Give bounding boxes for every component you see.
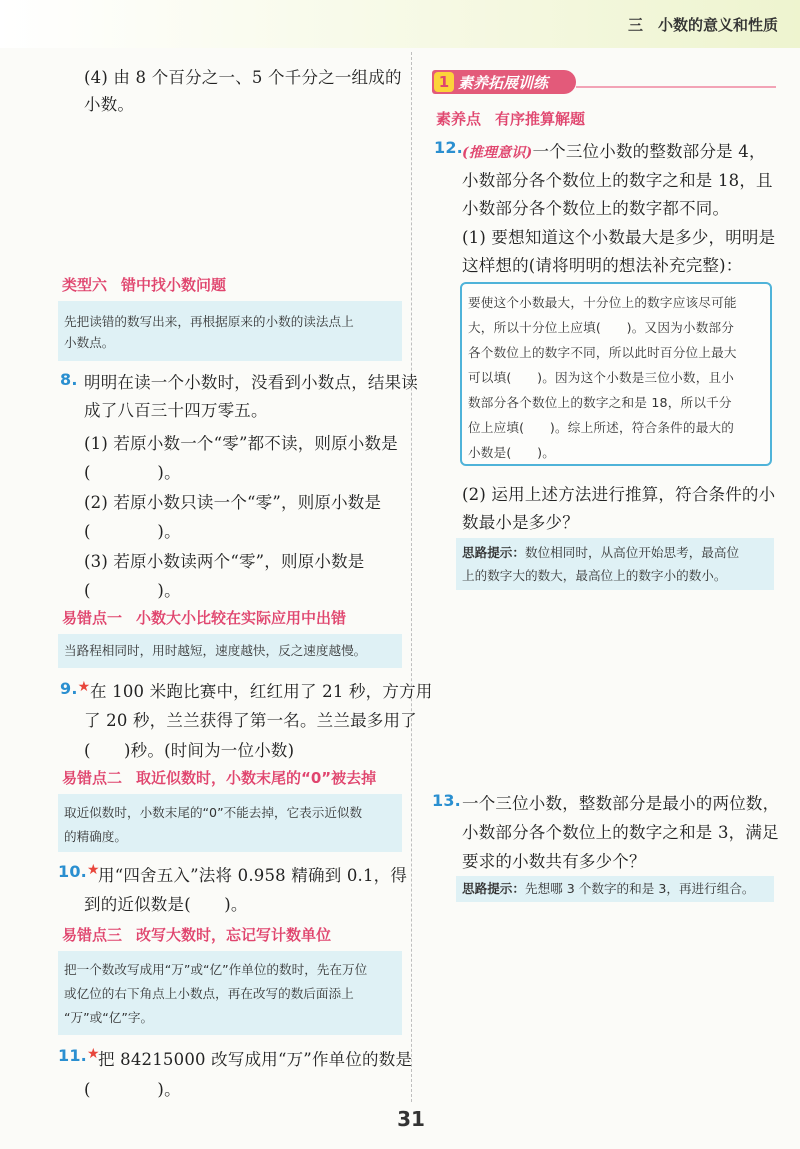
q11-number: 11.★ (58, 1046, 100, 1065)
q13-line-1: 一个三位小数，整数部分是最小的两位数， (462, 794, 780, 813)
reasoning-line-1: 要使这个小数最大，十分位上的数字应该尽可能 (468, 295, 737, 310)
q8-sub2-line-1: (2) 若原小数只读一个“零”，则原小数是 (84, 493, 382, 512)
q7-4-line-1: (4) 由 8 个百分之一、5 个千分之一组成的 (84, 68, 402, 87)
q8-sub1-line-1: (1) 若原小数一个“零”都不读，则原小数是 (84, 434, 398, 453)
q12-line-1-text: 一个三位小数的整数部分是 4， (532, 142, 766, 161)
type6-hint-box (58, 301, 402, 361)
q12-sub2-line-2: 数最小是多少？ (462, 513, 579, 532)
section-type6-title: 错中找小数问题 (121, 276, 227, 294)
q12-line-1 (462, 138, 766, 162)
section-type6-label: 类型六 (62, 276, 108, 294)
q9-line-3[interactable]: ( )秒。(时间为一位小数) (84, 741, 295, 760)
err2-hint-line-1: 取近似数时，小数末尾的“0”不能去掉，它表示近似数 (64, 805, 363, 820)
err2-hint-line-2: 的精确度。 (64, 829, 127, 844)
reasoning-line-3: 各个数位上的数字不同，所以此时百分位上最大 (468, 345, 737, 360)
type6-hint-line-2: 小数点。 (64, 335, 115, 350)
q13-number: 13. (432, 791, 461, 810)
section-err1 (62, 607, 346, 628)
q10-line-1: 用“四舍五入”法将 0.958 精确到 0.1，得 (98, 866, 408, 885)
q12-hint-line-2: 上的数字大的数大，最高位上的数字小的数小。 (462, 568, 727, 583)
book-icon: 1 (434, 72, 454, 92)
q8-line-1: 明明在读一个小数时，没看到小数点，结果读 (84, 373, 418, 392)
q8-sub2-answer[interactable]: ( )。 (84, 522, 181, 541)
q7-4-line-2: 小数。 (84, 95, 135, 114)
section-err3 (62, 924, 331, 945)
q13-line-3: 要求的小数共有多少个？ (462, 852, 646, 871)
reasoning-line-5: 数部分各个数位上的数字之和是 18，所以千分 (468, 395, 732, 410)
q12-sub2-line-1: (2) 运用上述方法进行推算，符合条件的小 (462, 485, 776, 504)
banner-title: 素养拓展训练 (458, 74, 549, 92)
section-err3-title: 改写大数时，忘记写计数单位 (136, 926, 332, 944)
q13-hint-label: 思路提示： (462, 881, 525, 896)
q12-hint-label: 思路提示： (462, 545, 525, 560)
err1-hint-box (58, 634, 402, 668)
section-err2 (62, 767, 376, 788)
q13-hint-line: 思路提示：先想哪 3 个数字的和是 3，再进行组合。 (462, 881, 755, 896)
err3-hint-line-1: 把一个数改写成用“万”或“亿”作单位的数时，先在万位 (64, 962, 368, 977)
q12-tag: (推理意识) (462, 145, 533, 161)
reasoning-line-7[interactable]: 小数是( )。 (468, 445, 555, 460)
q9-star-icon: ★ (77, 679, 91, 695)
err3-hint-box (58, 951, 402, 1035)
q8-sub3-answer[interactable]: ( )。 (84, 581, 181, 600)
q12-line-2: 小数部分各个数位上的数字之和是 18，且 (462, 171, 773, 190)
q9-line-2: 了 20 秒，兰兰获得了第一名。兰兰最多用了 (84, 711, 417, 730)
reasoning-line-4[interactable]: 可以填( )。因为这个小数是三位小数，且小 (468, 370, 735, 385)
q9-number: 9.★ (60, 679, 91, 698)
q12-hint-line-1: 思路提示：数位相同时，从高位开始思考，最高位 (462, 545, 740, 560)
section-type6 (62, 274, 226, 295)
q8-line-2: 成了八百三十四万零五。 (84, 401, 268, 420)
q13-line-2: 小数部分各个数位上的数字之和是 3，满足 (462, 823, 779, 842)
type6-hint-line-1: 先把读错的数写出来，再根据原来的小数的读法点上 (64, 314, 354, 329)
q8-number: 8. (60, 370, 78, 389)
q12-sub1-line-2: 这样想的(请将明明的想法补充完整)： (462, 256, 743, 275)
q11-star-icon: ★ (86, 1046, 100, 1062)
q12-line-3: 小数部分各个数位上的数字都不同。 (462, 199, 730, 218)
q8-sub3-line-1: (3) 若原小数读两个“零”，则原小数是 (84, 552, 365, 571)
banner-underline (576, 86, 776, 88)
reasoning-line-2[interactable]: 大，所以十分位上应填( )。又因为小数部分 (468, 320, 735, 335)
section-err2-label: 易错点二 (62, 769, 123, 787)
q11-line-1: 把 84215000 改写成用“万”作单位的数是 (98, 1050, 413, 1069)
q12-hint-box (456, 538, 774, 590)
err1-hint-line: 当路程相同时，用时越短，速度越快，反之速度越慢。 (64, 643, 367, 658)
err3-hint-line-3: “万”或“亿”字。 (64, 1010, 154, 1025)
q11-answer[interactable]: ( )。 (84, 1080, 181, 1099)
q8-sub1-answer[interactable]: ( )。 (84, 463, 181, 482)
q12-number: 12. (434, 138, 463, 157)
q13-hint-box (456, 876, 774, 902)
q12-sub1-line-1: (1) 要想知道这个小数最大是多少，明明是 (462, 228, 776, 247)
q10-number: 10.★ (58, 862, 100, 881)
err3-hint-line-2: 或亿位的右下角点上小数点，再在改写的数后面添上 (64, 986, 354, 1001)
section-point (436, 108, 585, 129)
q9-line-1: 在 100 米跑比赛中，红红用了 21 秒，方方用 (90, 682, 433, 701)
section-point-title: 有序推算解题 (495, 110, 586, 128)
reasoning-box (460, 282, 772, 466)
err2-hint-box (58, 794, 402, 852)
page-number: 31 (397, 1107, 425, 1131)
section-err1-label: 易错点一 (62, 609, 123, 627)
reasoning-line-6[interactable]: 位上应填( )。综上所述，符合条件的最大的 (468, 420, 735, 435)
section-err2-title: 取近似数时，小数末尾的“0”被去掉 (136, 769, 377, 787)
column-divider (411, 52, 412, 1102)
chapter-title: 三 小数的意义和性质 (627, 16, 778, 34)
q10-star-icon: ★ (86, 862, 100, 878)
section-point-label: 素养点 (436, 110, 482, 128)
section-err1-title: 小数大小比较在实际应用中出错 (136, 609, 347, 627)
page-header (0, 0, 800, 48)
section-err3-label: 易错点三 (62, 926, 123, 944)
section-banner (432, 70, 777, 94)
q10-line-2[interactable]: 到的近似数是( )。 (84, 895, 248, 914)
